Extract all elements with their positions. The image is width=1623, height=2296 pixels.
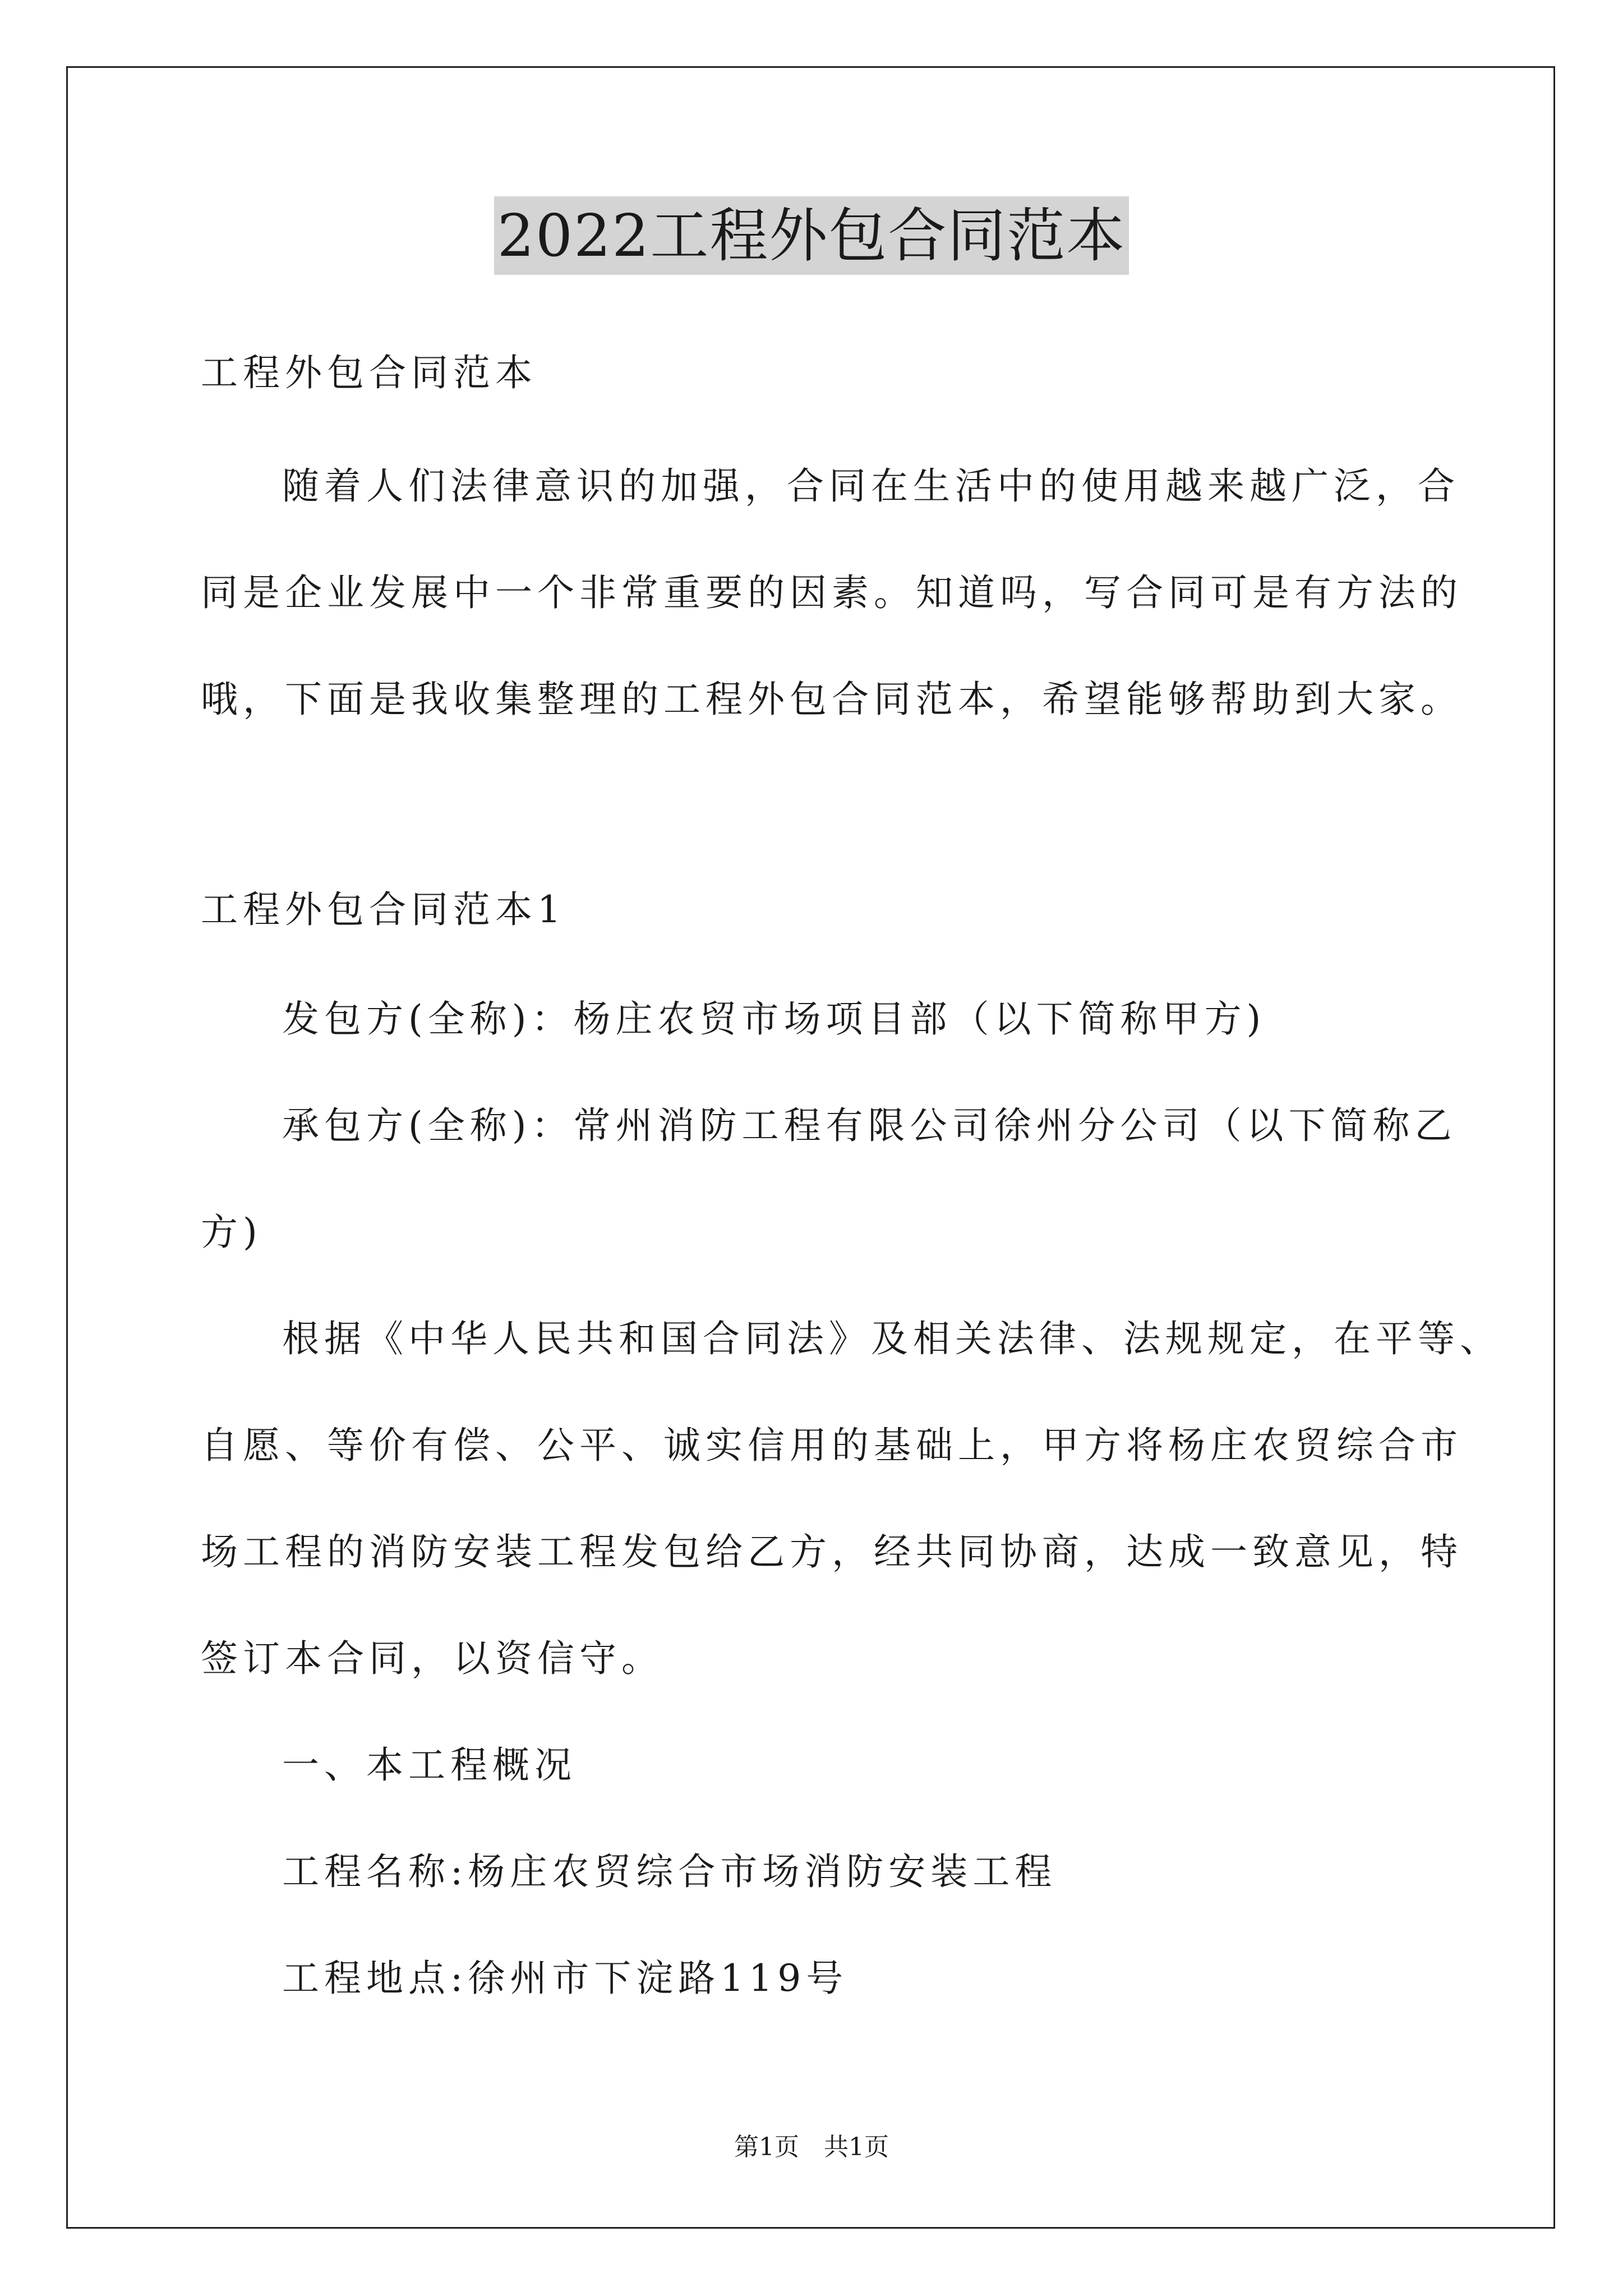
page-footer: 第1页 共1页 bbox=[734, 2133, 889, 2161]
intro-line-1: 随着人们法律意识的加强，合同在生活中的使用越来越广泛，合 bbox=[282, 464, 1460, 508]
basis-line-3: 场工程的消防安装工程发包给乙方，经共同协商，达成一致意见，特 bbox=[201, 1530, 1463, 1573]
party-a-line: 发包方(全称)：杨庄农贸市场项目部（以下简称甲方) bbox=[282, 997, 1266, 1041]
document-title: 2022工程外包合同范本 bbox=[494, 196, 1129, 275]
intro-line-3: 哦，下面是我收集整理的工程外包合同范本，希望能够帮助到大家。 bbox=[201, 678, 1463, 721]
project-location-line: 工程地点:徐州市下淀路119号 bbox=[282, 1957, 849, 2000]
heading-contract-template-1: 工程外包合同范本1 bbox=[201, 888, 566, 931]
basis-line-2: 自愿、等价有偿、公平、诚实信用的基础上，甲方将杨庄农贸综合市 bbox=[201, 1424, 1463, 1467]
basis-line-1: 根据《中华人民共和国合同法》及相关法律、法规规定，在平等、 bbox=[282, 1317, 1502, 1360]
basis-line-4: 签订本合同，以资信守。 bbox=[201, 1637, 663, 1680]
intro-line-2: 同是企业发展中一个非常重要的因素。知道吗，写合同可是有方法的 bbox=[201, 571, 1463, 614]
party-b-line-2: 方) bbox=[201, 1211, 262, 1254]
section-1-heading: 一、本工程概况 bbox=[282, 1743, 577, 1787]
heading-contract-template: 工程外包合同范本 bbox=[201, 351, 537, 394]
title-container bbox=[0, 196, 1623, 275]
project-name-line: 工程名称:杨庄农贸综合市场消防安装工程 bbox=[282, 1850, 1057, 1893]
party-b-line-1: 承包方(全称)：常州消防工程有限公司徐州分公司（以下简称乙 bbox=[282, 1104, 1457, 1147]
